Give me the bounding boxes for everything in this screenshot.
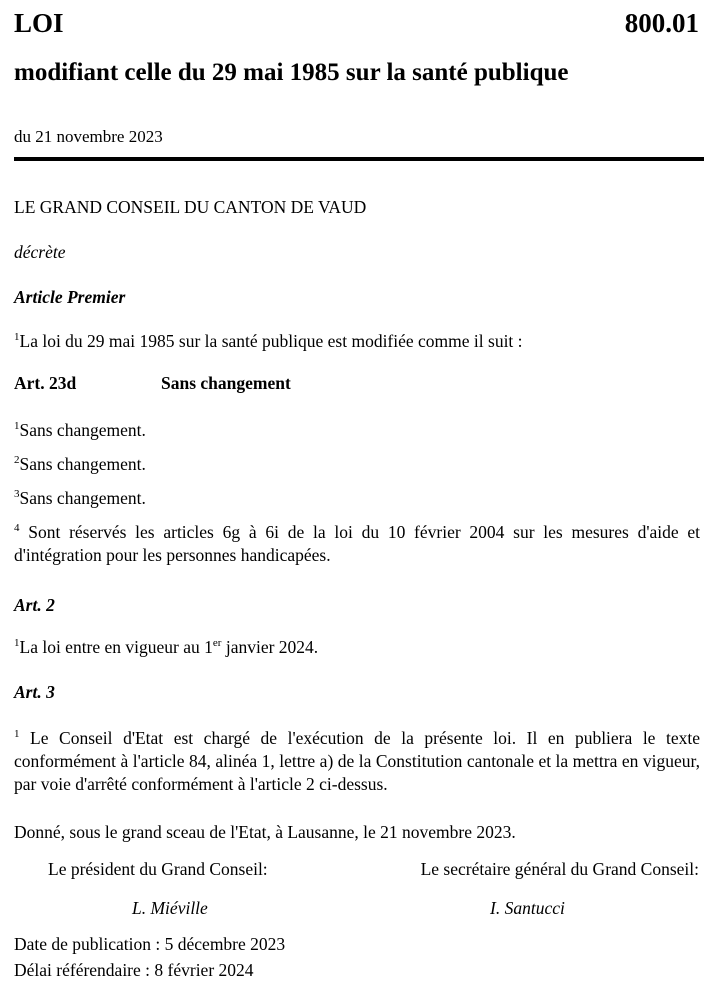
page-title: modifiant celle du 29 mai 1985 sur la santé publique (14, 59, 569, 86)
paragraph-number: 4 (14, 522, 20, 535)
paragraph-text: Sans changement. (19, 420, 146, 440)
signature-role-president: Le président du Grand Conseil: (48, 859, 268, 879)
paragraph-text: La loi du 29 mai 1985 sur la santé publique est modifiée comme il suit : (19, 331, 523, 351)
article-premier-heading: Article Premier (14, 287, 126, 307)
paragraph-number: 1 (14, 637, 20, 650)
given-statement: Donné, sous le grand sceau de l'Etat, à Lausanne, le 21 novembre 2023. (14, 822, 516, 842)
art23d-heading: Art. 23d (14, 373, 77, 393)
law-number: 800.01 (624, 8, 699, 38)
enacting-authority: LE GRAND CONSEIL DU CANTON DE VAUD (14, 197, 367, 217)
paragraph-number: 1 (14, 728, 20, 741)
law-date: du 21 novembre 2023 (14, 127, 163, 146)
paragraph-number: 3 (14, 488, 20, 501)
paragraph-text: Sans changement. (19, 488, 146, 508)
paragraph-text: janvier 2024. (221, 637, 319, 657)
paragraph-number: 2 (14, 454, 20, 467)
art23d-paragraph-2 (14, 453, 700, 476)
paragraph-number: 1 (14, 331, 20, 344)
art23d-title: Sans changement (161, 373, 291, 393)
paragraph-number: 1 (14, 420, 20, 433)
art23d-paragraph-4 (14, 521, 700, 567)
signature-role-secretary: Le secrétaire général du Grand Conseil: (420, 859, 699, 879)
art3-heading: Art. 3 (14, 682, 55, 702)
referendum-deadline: Délai référendaire : 8 février 2024 (14, 960, 254, 980)
art2-heading: Art. 2 (14, 595, 55, 615)
publication-date: Date de publication : 5 décembre 2023 (14, 934, 286, 954)
paragraph-text: La loi entre en vigueur au 1 (19, 637, 213, 657)
ordinal-suffix: er (212, 637, 222, 650)
decree-word: décrète (14, 242, 66, 262)
article-premier-paragraph (14, 330, 700, 353)
header-divider (14, 157, 704, 161)
paragraph-text: Sont réservés les articles 6g à 6i de la loi du 10 février 2004 sur les mesures d'aide et d'intégration pour les personnes handicapées. (14, 522, 701, 565)
art3-paragraph (14, 727, 700, 796)
art2-paragraph (14, 636, 700, 659)
signature-name-president: L. Miéville (132, 898, 208, 918)
paragraph-text: Le Conseil d'Etat est chargé de l'exécution de la présente loi. Il en publiera le texte conformément à l'article 84, alinéa 1, lettre a) de la Constitution cantonale et la mettra en vigueur, par voie d'arrêté conformément à l'article 2 ci-dessus. (14, 728, 700, 794)
paragraph-text: Sans changement. (19, 454, 146, 474)
art23d-paragraph-1 (14, 419, 700, 442)
signature-name-secretary: I. Santucci (490, 898, 565, 918)
art23d-paragraph-3 (14, 487, 700, 510)
law-type: LOI (14, 8, 64, 38)
